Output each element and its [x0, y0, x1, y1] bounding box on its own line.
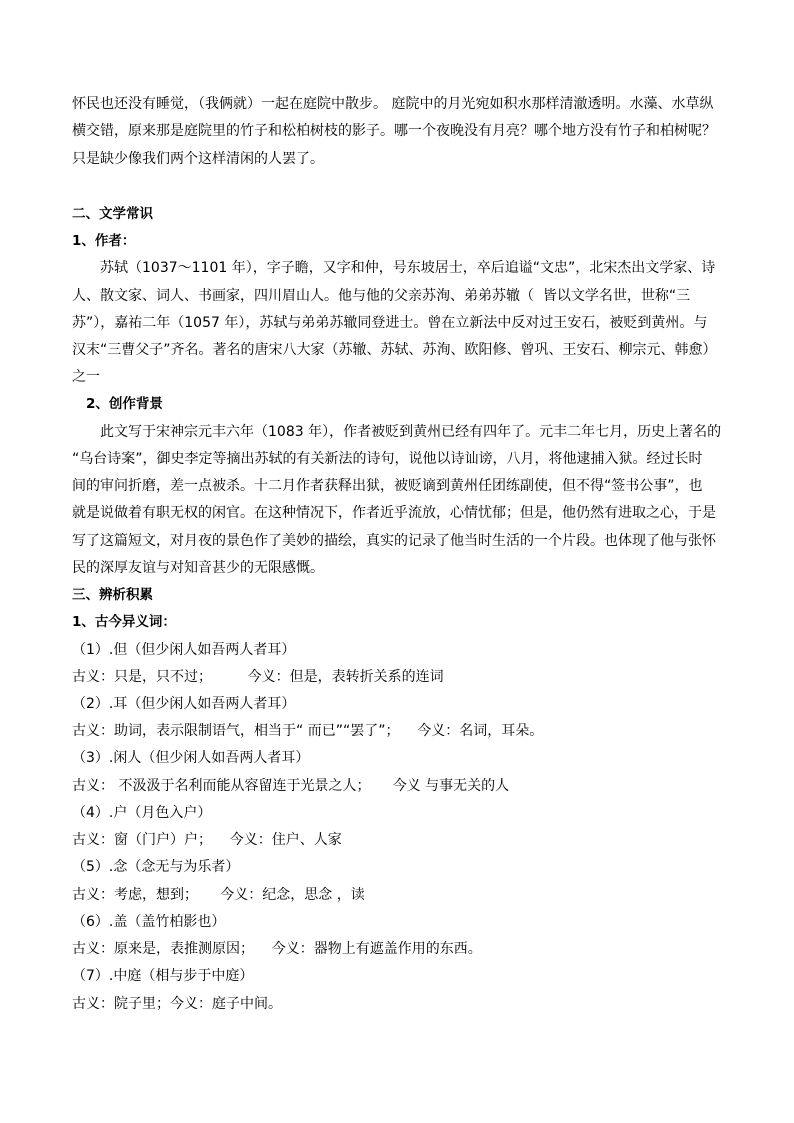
word-item-meaning: 古义：原来是，表推测原因； 今义：器物上有遮盖作用的东西。 — [72, 941, 482, 957]
word-item-label: （7）.中庭（相与步于中庭） — [72, 968, 254, 984]
word-item-label: （3）.闲人（但少闲人如吾两人者耳） — [72, 750, 310, 766]
ancient-modern-heading: 1、古今异义词： — [72, 614, 176, 630]
background-paragraph-line: 此文写于宋神宗元丰六年（1083 年），作者被贬到黄州已经有四年了。元丰二年七月，历史上著名的 — [100, 424, 722, 440]
author-paragraph-line: 苏轼（1037～1101 年），字子瞻，又字和仲，号东坡居士，卒后追谥“文忠”，北宋杰出文学家、诗 — [100, 260, 716, 276]
word-item-meaning: 古义：考虑，想到； 今义：纪念，思念 ，读 — [72, 887, 365, 903]
word-item-label: （6）.盖（盖竹柏影也） — [72, 914, 226, 930]
word-item-meaning: 古义：助词，表示限制语气，相当于“ 而已”“罢了”； 今义：名词，耳朵。 — [72, 723, 544, 739]
author-heading: 1、作者： — [72, 233, 136, 249]
word-item-meaning: 古义：院子里；今义：庭子中间。 — [72, 996, 282, 1012]
background-paragraph-line: 写了这篇短文，对月夜的景色作了美妙的描绘，真实的记录了他当时生活的一个片段。也体现了他与张怀 — [72, 533, 716, 549]
translation-line-1: 怀民也还没有睡觉，（我俩就）一起在庭院中散步。 庭院中的月光宛如积水那样清澈透明。水藻、水草纵 — [72, 96, 714, 112]
word-item-label: （2）.耳（但少闲人如吾两人者耳） — [72, 696, 296, 712]
word-item-label: （5）.念（念无与为乐者） — [72, 859, 240, 875]
background-paragraph-line: 就是说做着有职无权的闲官。在这种情况下，作者近乎流放，心情忧郁；但是，他仍然有进取之心，于是 — [72, 505, 716, 521]
section-3-title: 三、辨析积累 — [72, 587, 153, 603]
background-heading: 2、创作背景 — [86, 396, 163, 412]
word-item-meaning: 古义： 不汲汲于名利而能从容留连于光景之人； 今义 与事无关的人 — [72, 778, 510, 794]
author-paragraph-line: 人、散文家、词人、书画家，四川眉山人。他与他的父亲苏洵、弟弟苏辙（ 皆以文学名世，世称“三 — [72, 288, 691, 304]
author-paragraph-line: 之一 — [72, 369, 100, 385]
word-item-meaning: 古义：只是，只不过； 今义：但是，表转折关系的连词 — [72, 669, 444, 685]
author-paragraph-line: 苏”），嘉祐二年（1057 年），苏轼与弟弟苏辙同登进士。曾在立新法中反对过王安石，被贬到黄州。与 — [72, 315, 708, 331]
word-item-label: （1）.但（但少闲人如吾两人者耳） — [72, 642, 296, 658]
background-paragraph-line: “乌台诗案”，御史李定等摘出苏轼的有关新法的诗句，说他以诗讪谤，八月，将他逮捕入狱。经过长时 — [72, 451, 703, 467]
word-item-meaning: 古义：窗（门户）户； 今义：住户、人家 — [72, 832, 342, 848]
background-paragraph-line: 间的审问折磨，差一点被杀。十二月作者获释出狱，被贬谪到黄州任团练副使，但不得“签书公事”，也 — [72, 478, 703, 494]
author-paragraph-line: 汉末“三曹父子”齐名。著名的唐宋八大家（苏辙、苏轼、苏洵、欧阳修、曾巩、王安石、柳宗元、韩愈） — [72, 342, 717, 358]
background-paragraph-line: 民的深厚友谊与对知音甚少的无限感慨。 — [72, 560, 324, 576]
word-item-label: （4）.户（月色入户） — [72, 805, 212, 821]
section-2-title: 二、文学常识 — [72, 206, 153, 222]
translation-line-2: 横交错，原来那是庭院里的竹子和松柏树枝的影子。哪一个夜晚没有月亮？哪个地方没有竹子和柏树呢？ — [72, 123, 716, 139]
translation-line-3: 只是缺少像我们两个这样清闲的人罢了。 — [72, 151, 324, 167]
